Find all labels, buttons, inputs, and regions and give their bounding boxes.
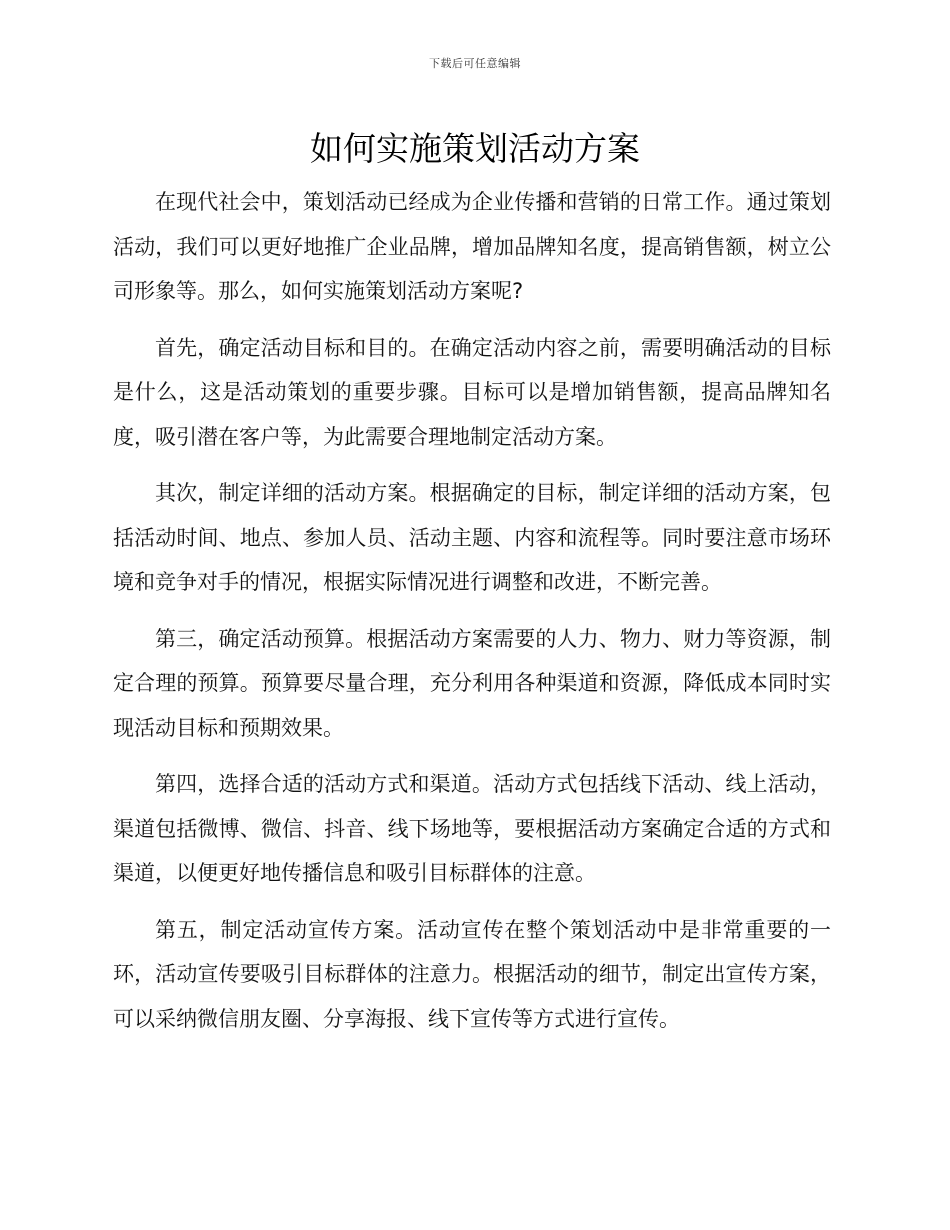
paragraph-step-1: 首先，确定活动目标和目的。在确定活动内容之前，需要明确活动的目标是什么，这是活动策划的重要步骤。目标可以是增加销售额，提高品牌知名度，吸引潜在客户等，为此需要合理地制定活动方案。 <box>113 335 831 449</box>
document-title: 如何实施策划活动方案 <box>310 129 640 168</box>
header-note: 下载后可任意编辑 <box>429 57 521 70</box>
document-body <box>113 180 831 1053</box>
paragraph-intro: 在现代社会中，策划活动已经成为企业传播和营销的日常工作。通过策划活动，我们可以更好地推广企业品牌，增加品牌知名度，提高销售额，树立公司形象等。那么，如何实施策划活动方案呢? <box>113 190 831 303</box>
paragraph-step-5: 第五，制定活动宣传方案。活动宣传在整个策划活动中是非常重要的一环，活动宣传要吸引目标群体的注意力。根据活动的细节，制定出宣传方案，可以采纳微信朋友圈、分享海报、线下宣传等方式进行宣传。 <box>113 917 831 1031</box>
paragraph-step-3: 第三，确定活动预算。根据活动方案需要的人力、物力、财力等资源，制定合理的预算。预算要尽量合理，充分利用各种渠道和资源，降低成本同时实现活动目标和预期效果。 <box>113 626 831 740</box>
paragraph-step-2: 其次，制定详细的活动方案。根据确定的目标，制定详细的活动方案，包括活动时间、地点、参加人员、活动主题、内容和流程等。同时要注意市场环境和竞争对手的情况，根据实际情况进行调整和改进，不断完善。 <box>113 481 831 594</box>
paragraph-step-4: 第四，选择合适的活动方式和渠道。活动方式包括线下活动、线上活动，渠道包括微博、微信、抖音、线下场地等，要根据活动方案确定合适的方式和渠道，以便更好地传播信息和吸引目标群体的注意。 <box>113 772 831 885</box>
